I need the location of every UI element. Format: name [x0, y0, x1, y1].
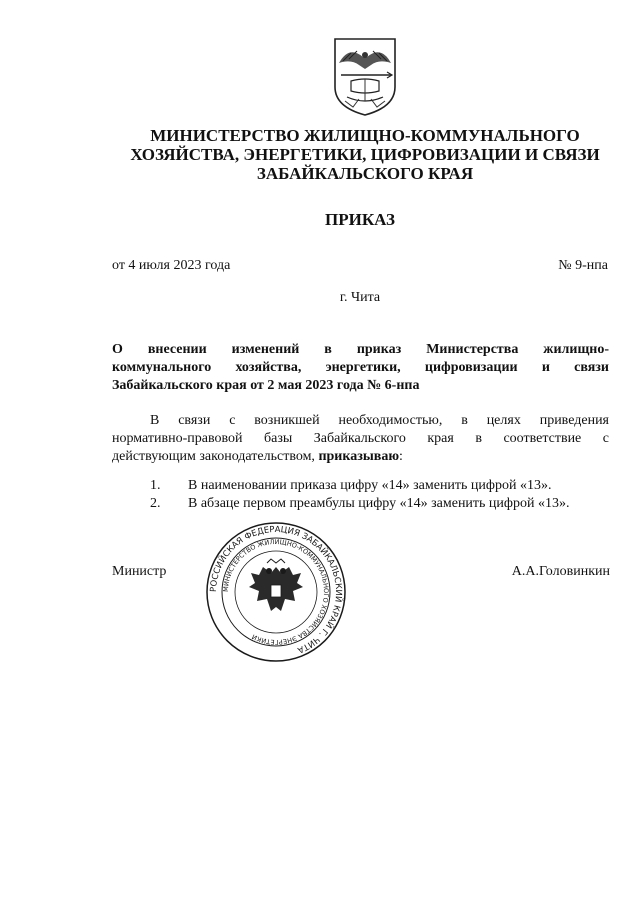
official-seal-icon [205, 521, 347, 663]
subject-line: Забайкальского края от 2 мая 2023 года № 6-нпа [112, 378, 420, 393]
preamble-line: В связи с возникшей необходимостью, в целях приведения [150, 413, 609, 428]
document-city: г. Чита [339, 290, 381, 305]
item-text: В наименовании приказа цифру «14» заменить цифрой «13». [188, 478, 552, 493]
document-date: от 4 июля 2023 года [112, 258, 231, 273]
preamble-text: действующим законодательством, [112, 449, 319, 464]
signer-name: А.А.Головинкин [511, 564, 610, 579]
preamble-line [112, 448, 609, 466]
ministry-line: МИНИСТЕРСТВО ЖИЛИЩНО-КОММУНАЛЬНОГО [150, 126, 580, 145]
document-subject [112, 341, 609, 395]
ministry-name [100, 126, 630, 183]
subject-line: коммунального хозяйства, энергетики, цифровизации и связи [112, 360, 609, 375]
seal-inner-text: МИНИСТЕРСТВО ЖИЛИЩНО-КОММУНАЛЬНОГО ХОЗЯЙСТВА ЭНЕРГЕТИКИ [221, 537, 331, 647]
item-text: В абзаце первом преамбулы цифру «14» заменить цифрой «13». [188, 496, 570, 511]
seal-outer-text: РОССИЙСКАЯ ФЕДЕРАЦИЯ ЗАБАЙКАЛЬСКИЙ КРАЙ Г. ЧИТА [208, 524, 344, 655]
ministry-line: ЗАБАЙКАЛЬСКОГО КРАЯ [256, 164, 474, 183]
item-number: 1. [150, 478, 161, 493]
document-number: № 9-нпа [558, 258, 608, 273]
document-type: ПРИКАЗ [325, 210, 395, 229]
order-word: приказываю [318, 449, 400, 464]
ministry-line: ХОЗЯЙСТВА, ЭНЕРГЕТИКИ, ЦИФРОВИЗАЦИИ И СВЯЗИ [130, 145, 600, 164]
order-items [150, 477, 620, 513]
preamble-colon: : [399, 449, 403, 464]
preamble [112, 412, 609, 466]
subject-line: О внесении изменений в приказ Министерства жилищно- [112, 342, 609, 357]
preamble-line: нормативно-правовой базы Забайкальского края в соответствие с [112, 431, 609, 446]
list-item [150, 495, 620, 513]
item-number: 2. [150, 496, 161, 511]
signer-position: Министр [112, 564, 167, 579]
list-item [150, 477, 620, 495]
coat-of-arms-icon [329, 35, 401, 117]
